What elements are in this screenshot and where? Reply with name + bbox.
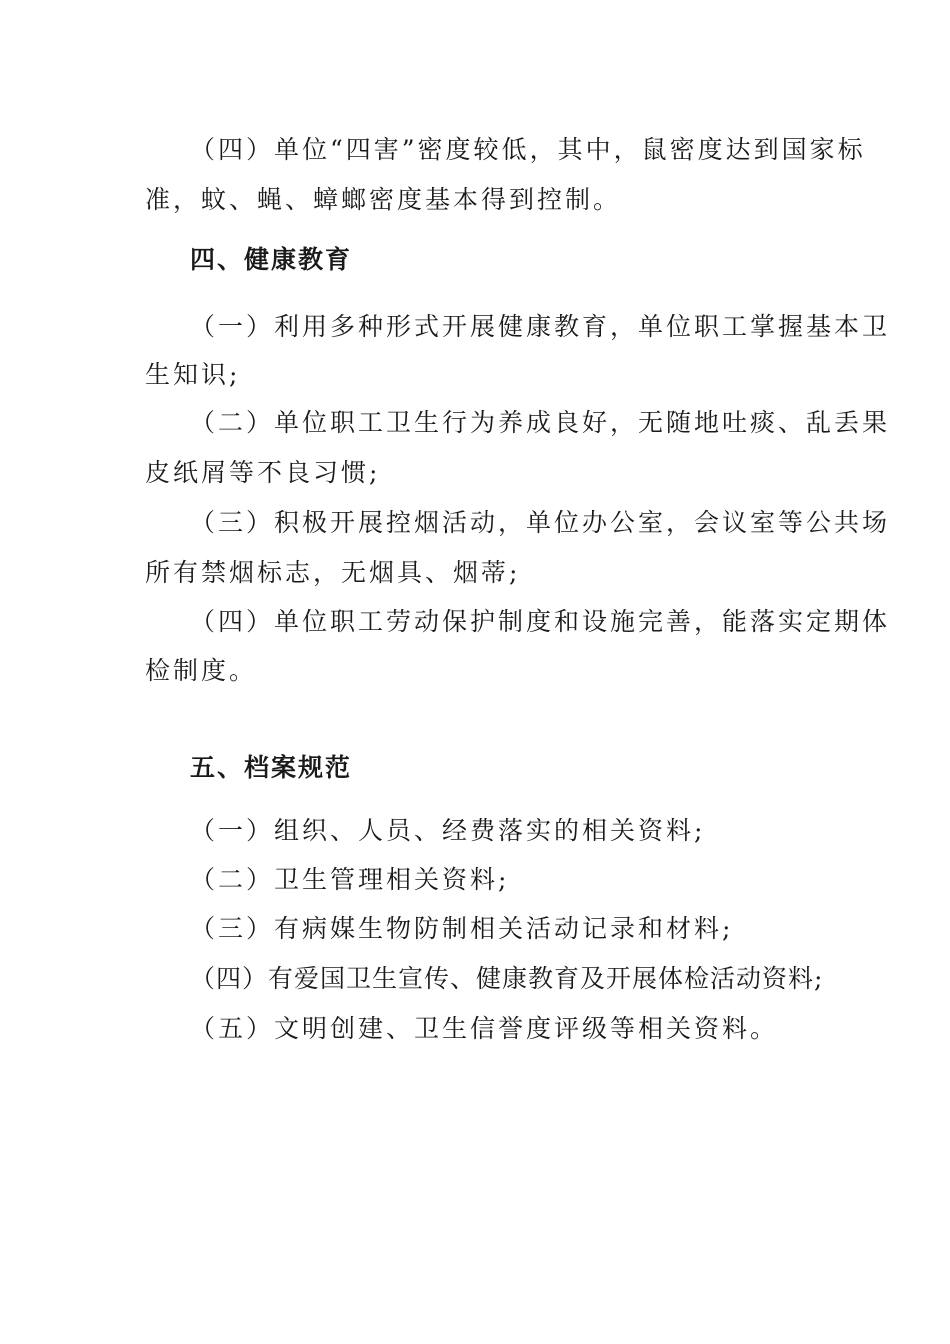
paragraph-line: 生知识;: [145, 360, 241, 389]
list-item: （五）文明创建、卫生信誉度评级等相关资料。: [190, 1014, 779, 1043]
paragraph-line: 准，蚊、蝇、蟑螂密度基本得到控制。: [145, 185, 622, 214]
paragraph-line: （三）积极开展控烟活动，单位办公室，会议室等公共场: [190, 508, 891, 537]
paragraph-line: 检制度。: [145, 656, 258, 685]
paragraph-line: （四）单位“四害”密度较低，其中，鼠密度达到国家标: [190, 135, 866, 164]
section-heading: 四、健康教育: [190, 245, 353, 274]
paragraph-line: （二）单位职工卫生行为养成良好，无随地吐痰、乱丢果: [190, 408, 891, 437]
list-item: （一）组织、人员、经费落实的相关资料;: [190, 816, 706, 845]
list-item: （二）卫生管理相关资料;: [190, 865, 510, 894]
paragraph-line: （四）单位职工劳动保护制度和设施完善，能落实定期体: [190, 607, 891, 636]
paragraph-line: （一）利用多种形式开展健康教育，单位职工掌握基本卫: [190, 312, 891, 341]
paragraph-line: 所有禁烟标志，无烟具、烟蒂;: [145, 558, 521, 587]
list-item: （三）有病媒生物防制相关活动记录和材料;: [190, 914, 734, 943]
paragraph-line: 皮纸屑等不良习惯;: [145, 458, 381, 487]
section-heading: 五、档案规范: [190, 753, 353, 782]
list-item: （四）有爱国卫生宣传、健康教育及开展体检活动资料;: [190, 964, 824, 993]
